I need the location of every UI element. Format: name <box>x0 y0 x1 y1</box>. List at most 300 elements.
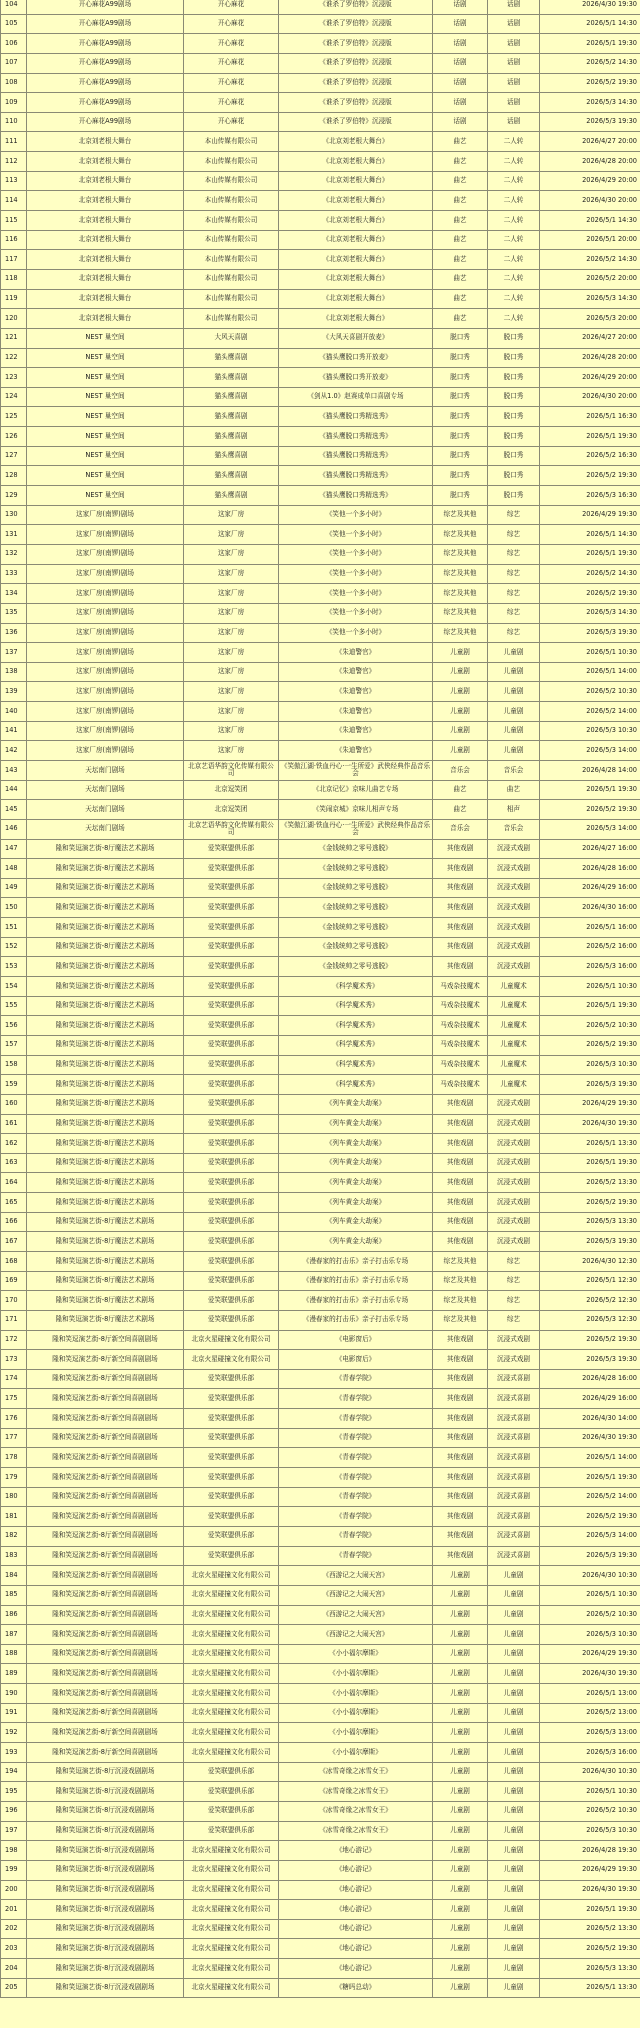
subcategory-cell: 沉浸式戏剧 <box>488 957 540 977</box>
performance-time-cell: 2026/5/3 14:30 <box>540 93 640 113</box>
table-row <box>1 1468 640 1488</box>
category-cell: 其他戏剧 <box>433 1153 488 1173</box>
category-cell: 其他戏剧 <box>433 1134 488 1154</box>
category-cell: 音乐会 <box>433 819 488 839</box>
venue-cell: 开心麻花A99剧场 <box>27 34 184 54</box>
subcategory-cell: 沉浸式喜剧 <box>488 1428 540 1448</box>
venue-cell: NEST 巢空间 <box>27 427 184 447</box>
row-number-cell: 142 <box>1 741 27 761</box>
performance-time-cell: 2026/5/3 13:00 <box>540 1723 640 1743</box>
venue-cell: NEST 巢空间 <box>27 466 184 486</box>
table-row <box>1 1821 640 1841</box>
show-title-cell: 《电影窗后》 <box>279 1330 433 1350</box>
category-cell: 曲艺 <box>433 152 488 172</box>
table-row <box>1 191 640 211</box>
organizer-cell: 北京火星碰撞文化有限公司 <box>184 1743 279 1763</box>
organizer-cell: 本山传媒有限公司 <box>184 309 279 329</box>
venue-cell: 开心麻花A99剧场 <box>27 14 184 34</box>
venue-cell: 北京刘老根大舞台 <box>27 191 184 211</box>
table-row <box>1 603 640 623</box>
organizer-cell: 北京艺语华韵文化传媒有限公司 <box>184 760 279 780</box>
organizer-cell: 爱笑联盟俱乐部 <box>184 1526 279 1546</box>
organizer-cell: 开心麻花 <box>184 93 279 113</box>
subcategory-cell: 沉浸式戏剧 <box>488 1094 540 1114</box>
subcategory-cell: 二人转 <box>488 309 540 329</box>
table-row <box>1 1664 640 1684</box>
subcategory-cell: 儿童剧 <box>488 1978 540 1998</box>
venue-cell: 隆和笑逗演艺街-8厅新空间喜剧剧场 <box>27 1703 184 1723</box>
show-title-cell: 《科学魔术秀》 <box>279 996 433 1016</box>
row-number-cell: 205 <box>1 1978 27 1998</box>
category-cell: 曲艺 <box>433 230 488 250</box>
show-title-cell: 《金钱统帅之零号逃脱》 <box>279 859 433 879</box>
venue-cell: 隆和笑逗演艺街-8厅魔法艺术剧场 <box>27 878 184 898</box>
table-row <box>1 348 640 368</box>
show-title-cell: 《漫春家的打击乐》亲子打击乐专场 <box>279 1310 433 1330</box>
performance-time-cell: 2026/5/3 13:30 <box>540 1212 640 1232</box>
show-title-cell: 《笑他一个多小时》 <box>279 505 433 525</box>
subcategory-cell: 沉浸式喜剧 <box>488 1369 540 1389</box>
venue-cell: 隆和笑逗演艺街-8厅新空间喜剧剧场 <box>27 1684 184 1704</box>
performance-time-cell: 2026/5/2 19:30 <box>540 73 640 93</box>
venue-cell: 隆和笑逗演艺街-8厅沉浸戏剧剧场 <box>27 1880 184 1900</box>
organizer-cell: 北京火星碰撞文化有限公司 <box>184 1939 279 1959</box>
show-title-cell: 《剑从1.0》赵赛成单口喜剧专场 <box>279 387 433 407</box>
row-number-cell: 136 <box>1 623 27 643</box>
row-number-cell: 169 <box>1 1271 27 1291</box>
venue-cell: 隆和笑逗演艺街-8厅魔法艺术剧场 <box>27 996 184 1016</box>
venue-cell: 隆和笑逗演艺街-8厅魔法艺术剧场 <box>27 1075 184 1095</box>
subcategory-cell: 儿童剧 <box>488 1959 540 1979</box>
organizer-cell: 北京火星碰撞文化有限公司 <box>184 1841 279 1861</box>
row-number-cell: 105 <box>1 14 27 34</box>
category-cell: 儿童剧 <box>433 1743 488 1763</box>
table-row <box>1 1055 640 1075</box>
table-row <box>1 73 640 93</box>
table-row <box>1 53 640 73</box>
performance-time-cell: 2026/5/2 10:30 <box>540 1801 640 1821</box>
category-cell: 脱口秀 <box>433 368 488 388</box>
organizer-cell: 本山传媒有限公司 <box>184 269 279 289</box>
performance-time-cell: 2026/5/1 12:30 <box>540 1271 640 1291</box>
subcategory-cell: 话剧 <box>488 14 540 34</box>
table-row <box>1 564 640 584</box>
performance-time-cell: 2026/5/2 14:00 <box>540 1487 640 1507</box>
table-row <box>1 544 640 564</box>
show-title-cell: 《列车黄金大劫案》 <box>279 1193 433 1213</box>
show-title-cell: 《冰雪奇缘之冰雪女王》 <box>279 1821 433 1841</box>
table-row <box>1 289 640 309</box>
show-title-cell: 《笑他一个多小时》 <box>279 584 433 604</box>
table-row <box>1 14 640 34</box>
venue-cell: 隆和笑逗演艺街-8厅魔法艺术剧场 <box>27 1153 184 1173</box>
venue-cell: NEST 巢空间 <box>27 407 184 427</box>
table-row <box>1 211 640 231</box>
performance-time-cell: 2026/4/29 20:00 <box>540 368 640 388</box>
organizer-cell: 猫头鹰喜剧 <box>184 368 279 388</box>
category-cell: 脱口秀 <box>433 348 488 368</box>
subcategory-cell: 沉浸式戏剧 <box>488 937 540 957</box>
table-row <box>1 525 640 545</box>
show-title-cell: 《大风天喜剧开放麦》 <box>279 328 433 348</box>
row-number-cell: 152 <box>1 937 27 957</box>
venue-cell: 隆和笑逗演艺街-8厅魔法艺术剧场 <box>27 839 184 859</box>
table-row <box>1 1075 640 1095</box>
subcategory-cell: 儿童剧 <box>488 1919 540 1939</box>
venue-cell: 北京刘老根大舞台 <box>27 309 184 329</box>
table-row <box>1 1900 640 1920</box>
subcategory-cell: 二人转 <box>488 269 540 289</box>
subcategory-cell: 沉浸式喜剧 <box>488 1448 540 1468</box>
show-title-cell: 《漫春家的打击乐》亲子打击乐专场 <box>279 1271 433 1291</box>
organizer-cell: 爱笑联盟俱乐部 <box>184 996 279 1016</box>
performance-time-cell: 2026/5/1 19:30 <box>540 34 640 54</box>
subcategory-cell: 沉浸式戏剧 <box>488 859 540 879</box>
show-title-cell: 《青春学院》 <box>279 1546 433 1566</box>
table-row <box>1 466 640 486</box>
row-number-cell: 125 <box>1 407 27 427</box>
category-cell: 脱口秀 <box>433 427 488 447</box>
subcategory-cell: 沉浸式戏剧 <box>488 1212 540 1232</box>
subcategory-cell: 儿童剧 <box>488 1684 540 1704</box>
show-title-cell: 《猫头鹰脱口秀精选秀》 <box>279 486 433 506</box>
category-cell: 脱口秀 <box>433 446 488 466</box>
category-cell: 儿童剧 <box>433 1585 488 1605</box>
organizer-cell: 猫头鹰喜剧 <box>184 407 279 427</box>
subcategory-cell: 音乐会 <box>488 819 540 839</box>
performance-time-cell: 2026/5/2 10:30 <box>540 1016 640 1036</box>
show-title-cell: 《漫春家的打击乐》亲子打击乐专场 <box>279 1291 433 1311</box>
organizer-cell: 爱笑联盟俱乐部 <box>184 1232 279 1252</box>
subcategory-cell: 话剧 <box>488 93 540 113</box>
organizer-cell: 爱笑联盟俱乐部 <box>184 1291 279 1311</box>
subcategory-cell: 二人转 <box>488 171 540 191</box>
table-row <box>1 702 640 722</box>
subcategory-cell: 沉浸式喜剧 <box>488 1546 540 1566</box>
category-cell: 综艺及其他 <box>433 1291 488 1311</box>
show-title-cell: 《列车黄金大劫案》 <box>279 1114 433 1134</box>
row-number-cell: 148 <box>1 859 27 879</box>
venue-cell: 北京刘老根大舞台 <box>27 269 184 289</box>
show-title-cell: 《猫头鹰脱口秀精选秀》 <box>279 446 433 466</box>
category-cell: 综艺及其他 <box>433 1310 488 1330</box>
table-row <box>1 1919 640 1939</box>
organizer-cell: 爱笑联盟俱乐部 <box>184 1212 279 1232</box>
venue-cell: 隆和笑逗演艺街-8厅新空间喜剧剧场 <box>27 1546 184 1566</box>
show-title-cell: 《青春学院》 <box>279 1428 433 1448</box>
row-number-cell: 138 <box>1 662 27 682</box>
performance-time-cell: 2026/5/2 19:30 <box>540 1939 640 1959</box>
show-title-cell: 《青春学院》 <box>279 1526 433 1546</box>
show-title-cell: 《笑傲江湖·铁血丹心·一生所爱》武侠经典作品音乐会 <box>279 760 433 780</box>
row-number-cell: 186 <box>1 1605 27 1625</box>
organizer-cell: 爱笑联盟俱乐部 <box>184 1507 279 1527</box>
category-cell: 其他戏剧 <box>433 1389 488 1409</box>
venue-cell: 隆和笑逗演艺街-8厅新空间喜剧剧场 <box>27 1664 184 1684</box>
category-cell: 儿童剧 <box>433 1919 488 1939</box>
subcategory-cell: 话剧 <box>488 73 540 93</box>
show-title-cell: 《笑闹京城》京味儿相声专场 <box>279 800 433 820</box>
row-number-cell: 151 <box>1 918 27 938</box>
organizer-cell: 开心麻花 <box>184 0 279 14</box>
row-number-cell: 178 <box>1 1448 27 1468</box>
subcategory-cell: 儿童剧 <box>488 1841 540 1861</box>
venue-cell: 隆和笑逗演艺街-8厅新空间喜剧剧场 <box>27 1585 184 1605</box>
performance-time-cell: 2026/4/30 19:30 <box>540 1880 640 1900</box>
organizer-cell: 爱笑联盟俱乐部 <box>184 1134 279 1154</box>
table-row <box>1 1369 640 1389</box>
performance-time-cell: 2026/4/29 19:30 <box>540 505 640 525</box>
venue-cell: 隆和笑逗演艺街-8厅沉浸戏剧剧场 <box>27 1959 184 1979</box>
venue-cell: 隆和笑逗演艺街-8厅新空间喜剧剧场 <box>27 1448 184 1468</box>
table-row <box>1 152 640 172</box>
table-row <box>1 171 640 191</box>
venue-cell: 隆和笑逗演艺街-8厅新空间喜剧剧场 <box>27 1507 184 1527</box>
organizer-cell: 爱笑联盟俱乐部 <box>184 1389 279 1409</box>
table-row <box>1 250 640 270</box>
category-cell: 儿童剧 <box>433 1605 488 1625</box>
subcategory-cell: 脱口秀 <box>488 486 540 506</box>
performance-time-cell: 2026/4/27 20:00 <box>540 328 640 348</box>
subcategory-cell: 沉浸式戏剧 <box>488 1330 540 1350</box>
table-row <box>1 1310 640 1330</box>
row-number-cell: 133 <box>1 564 27 584</box>
performance-time-cell: 2026/4/27 20:00 <box>540 132 640 152</box>
table-row <box>1 1585 640 1605</box>
performance-time-cell: 2026/5/2 16:00 <box>540 937 640 957</box>
organizer-cell: 这家厂房 <box>184 721 279 741</box>
table-row <box>1 819 640 839</box>
show-title-cell: 《地心游记》 <box>279 1959 433 1979</box>
organizer-cell: 爱笑联盟俱乐部 <box>184 1409 279 1429</box>
organizer-cell: 北京火星碰撞文化有限公司 <box>184 1350 279 1370</box>
venue-cell: 这家厂房(南锣)剧场 <box>27 623 184 643</box>
show-title-cell: 《朱迪警官》 <box>279 662 433 682</box>
table-row <box>1 309 640 329</box>
performance-time-cell: 2026/5/2 10:30 <box>540 1605 640 1625</box>
row-number-cell: 202 <box>1 1919 27 1939</box>
venue-cell: 北京刘老根大舞台 <box>27 250 184 270</box>
performance-time-cell: 2026/5/1 10:30 <box>540 1585 640 1605</box>
venue-cell: 隆和笑逗演艺街-8厅新空间喜剧剧场 <box>27 1350 184 1370</box>
subcategory-cell: 儿童剧 <box>488 662 540 682</box>
venue-cell: 隆和笑逗演艺街-8厅魔法艺术剧场 <box>27 1252 184 1272</box>
performance-time-cell: 2026/5/1 19:30 <box>540 996 640 1016</box>
performance-time-cell: 2026/4/30 20:00 <box>540 191 640 211</box>
table-row <box>1 780 640 800</box>
category-cell: 儿童剧 <box>433 662 488 682</box>
table-row <box>1 1684 640 1704</box>
category-cell: 曲艺 <box>433 800 488 820</box>
category-cell: 儿童剧 <box>433 1900 488 1920</box>
row-number-cell: 180 <box>1 1487 27 1507</box>
row-number-cell: 159 <box>1 1075 27 1095</box>
show-title-cell: 《猫头鹰脱口秀精选秀》 <box>279 466 433 486</box>
category-cell: 其他戏剧 <box>433 957 488 977</box>
venue-cell: 隆和笑逗演艺街-8厅新空间喜剧剧场 <box>27 1526 184 1546</box>
performance-time-cell: 2026/5/1 14:30 <box>540 525 640 545</box>
category-cell: 儿童剧 <box>433 1880 488 1900</box>
table-row <box>1 584 640 604</box>
organizer-cell: 爱笑联盟俱乐部 <box>184 1310 279 1330</box>
performance-time-cell: 2026/5/3 14:00 <box>540 819 640 839</box>
row-number-cell: 130 <box>1 505 27 525</box>
show-title-cell: 《北京刘老根大舞台》 <box>279 152 433 172</box>
row-number-cell: 118 <box>1 269 27 289</box>
category-cell: 综艺及其他 <box>433 564 488 584</box>
venue-cell: 这家厂房(南锣)剧场 <box>27 682 184 702</box>
venue-cell: 隆和笑逗演艺街-8厅新空间喜剧剧场 <box>27 1389 184 1409</box>
category-cell: 其他戏剧 <box>433 878 488 898</box>
category-cell: 其他戏剧 <box>433 1409 488 1429</box>
venue-cell: 隆和笑逗演艺街-8厅魔法艺术剧场 <box>27 1271 184 1291</box>
row-number-cell: 164 <box>1 1173 27 1193</box>
row-number-cell: 150 <box>1 898 27 918</box>
performance-time-cell: 2026/5/1 19:30 <box>540 1468 640 1488</box>
table-row <box>1 918 640 938</box>
row-number-cell: 141 <box>1 721 27 741</box>
row-number-cell: 184 <box>1 1566 27 1586</box>
subcategory-cell: 综艺 <box>488 564 540 584</box>
category-cell: 曲艺 <box>433 211 488 231</box>
subcategory-cell: 儿童剧 <box>488 1644 540 1664</box>
table-row <box>1 800 640 820</box>
show-title-cell: 《冰雪奇缘之冰雪女王》 <box>279 1782 433 1802</box>
row-number-cell: 104 <box>1 0 27 14</box>
subcategory-cell: 儿童剧 <box>488 682 540 702</box>
row-number-cell: 128 <box>1 466 27 486</box>
organizer-cell: 开心麻花 <box>184 34 279 54</box>
show-title-cell: 《冰雪奇缘之冰雪女王》 <box>279 1801 433 1821</box>
performance-time-cell: 2026/5/1 20:00 <box>540 230 640 250</box>
row-number-cell: 140 <box>1 702 27 722</box>
subcategory-cell: 儿童剧 <box>488 1821 540 1841</box>
category-cell: 脱口秀 <box>433 387 488 407</box>
subcategory-cell: 曲艺 <box>488 780 540 800</box>
subcategory-cell: 沉浸式戏剧 <box>488 1232 540 1252</box>
venue-cell: 天坛南门剧场 <box>27 819 184 839</box>
show-title-cell: 《北京刘老根大舞台》 <box>279 211 433 231</box>
show-title-cell: 《金钱统帅之零号逃脱》 <box>279 957 433 977</box>
table-row <box>1 839 640 859</box>
table-row <box>1 1841 640 1861</box>
venue-cell: 开心麻花A99剧场 <box>27 112 184 132</box>
row-number-cell: 154 <box>1 977 27 997</box>
performance-time-cell: 2026/4/29 16:00 <box>540 878 640 898</box>
performance-time-cell: 2026/5/1 19:30 <box>540 544 640 564</box>
table-row <box>1 760 640 780</box>
row-number-cell: 112 <box>1 152 27 172</box>
row-number-cell: 135 <box>1 603 27 623</box>
row-number-cell: 162 <box>1 1134 27 1154</box>
subcategory-cell: 儿童剧 <box>488 1900 540 1920</box>
table-row <box>1 1566 640 1586</box>
table-row <box>1 486 640 506</box>
row-number-cell: 155 <box>1 996 27 1016</box>
table-row <box>1 1389 640 1409</box>
show-title-cell: 《小小福尔摩斯》 <box>279 1684 433 1704</box>
category-cell: 马戏杂技魔术 <box>433 1035 488 1055</box>
table-row <box>1 1330 640 1350</box>
performance-time-cell: 2026/5/2 19:30 <box>540 584 640 604</box>
organizer-cell: 北京火星碰撞文化有限公司 <box>184 1625 279 1645</box>
table-row <box>1 1782 640 1802</box>
category-cell: 儿童剧 <box>433 682 488 702</box>
category-cell: 脱口秀 <box>433 328 488 348</box>
organizer-cell: 这家厂房 <box>184 662 279 682</box>
show-title-cell: 《谁杀了罗伯特》沉浸版 <box>279 34 433 54</box>
table-row <box>1 859 640 879</box>
show-title-cell: 《笑他一个多小时》 <box>279 623 433 643</box>
organizer-cell: 这家厂房 <box>184 682 279 702</box>
venue-cell: 这家厂房(南锣)剧场 <box>27 525 184 545</box>
show-title-cell: 《北京刘老根大舞台》 <box>279 309 433 329</box>
table-row <box>1 1291 640 1311</box>
organizer-cell: 爱笑联盟俱乐部 <box>184 1193 279 1213</box>
venue-cell: 北京刘老根大舞台 <box>27 132 184 152</box>
venue-cell: 这家厂房(南锣)剧场 <box>27 544 184 564</box>
performance-time-cell: 2026/4/30 19:30 <box>540 1428 640 1448</box>
performance-time-cell: 2026/5/2 19:30 <box>540 800 640 820</box>
performance-time-cell: 2026/4/30 16:00 <box>540 898 640 918</box>
organizer-cell: 北京火星碰撞文化有限公司 <box>184 1664 279 1684</box>
subcategory-cell: 沉浸式戏剧 <box>488 1173 540 1193</box>
category-cell: 其他戏剧 <box>433 1173 488 1193</box>
show-title-cell: 《猫头鹰脱口秀精选秀》 <box>279 407 433 427</box>
organizer-cell: 这家厂房 <box>184 702 279 722</box>
subcategory-cell: 儿童魔术 <box>488 1055 540 1075</box>
category-cell: 话剧 <box>433 34 488 54</box>
table-row <box>1 407 640 427</box>
venue-cell: 隆和笑逗演艺街-8厅魔法艺术剧场 <box>27 977 184 997</box>
row-number-cell: 172 <box>1 1330 27 1350</box>
organizer-cell: 北京火星碰撞文化有限公司 <box>184 1684 279 1704</box>
subcategory-cell: 儿童剧 <box>488 1880 540 1900</box>
show-title-cell: 《笑他一个多小时》 <box>279 525 433 545</box>
organizer-cell: 本山传媒有限公司 <box>184 132 279 152</box>
category-cell: 儿童剧 <box>433 1644 488 1664</box>
category-cell: 其他戏剧 <box>433 1526 488 1546</box>
performance-time-cell: 2026/4/29 19:30 <box>540 1094 640 1114</box>
venue-cell: 开心麻花A99剧场 <box>27 0 184 14</box>
venue-cell: 隆和笑逗演艺街-8厅新空间喜剧剧场 <box>27 1743 184 1763</box>
performance-time-cell: 2026/5/3 14:30 <box>540 289 640 309</box>
subcategory-cell: 儿童剧 <box>488 1762 540 1782</box>
row-number-cell: 122 <box>1 348 27 368</box>
category-cell: 儿童剧 <box>433 1939 488 1959</box>
performance-time-cell: 2026/5/3 19:30 <box>540 1232 640 1252</box>
table-row <box>1 1173 640 1193</box>
performance-time-cell: 2026/5/3 16:00 <box>540 1743 640 1763</box>
show-title-cell: 《科学魔术秀》 <box>279 1016 433 1036</box>
table-row <box>1 898 640 918</box>
organizer-cell: 北京火星碰撞文化有限公司 <box>184 1330 279 1350</box>
organizer-cell: 北京逗笑团 <box>184 800 279 820</box>
venue-cell: NEST 巢空间 <box>27 328 184 348</box>
category-cell: 其他戏剧 <box>433 839 488 859</box>
subcategory-cell: 脱口秀 <box>488 407 540 427</box>
venue-cell: 隆和笑逗演艺街-8厅魔法艺术剧场 <box>27 1310 184 1330</box>
venue-cell: NEST 巢空间 <box>27 446 184 466</box>
table-row <box>1 269 640 289</box>
venue-cell: 隆和笑逗演艺街-8厅沉浸戏剧剧场 <box>27 1841 184 1861</box>
row-number-cell: 200 <box>1 1880 27 1900</box>
venue-cell: 隆和笑逗演艺街-8厅沉浸戏剧剧场 <box>27 1919 184 1939</box>
table-row <box>1 1134 640 1154</box>
venue-cell: 隆和笑逗演艺街-8厅新空间喜剧剧场 <box>27 1487 184 1507</box>
show-title-cell: 《金钱统帅之零号逃脱》 <box>279 878 433 898</box>
row-number-cell: 109 <box>1 93 27 113</box>
